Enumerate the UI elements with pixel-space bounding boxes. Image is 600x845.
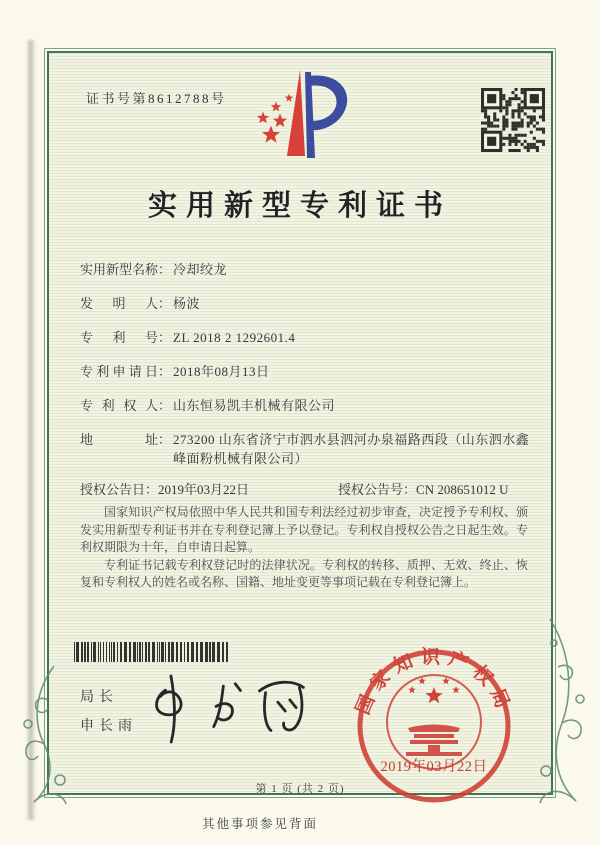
field-value: 273200 山东省济宁市泗水县泗河办泉福路西段（山东泗水鑫峰面粉机械有限公司） [173, 432, 530, 466]
qr-code [481, 88, 545, 152]
grant-date-value: 2019年03月22日 [158, 482, 250, 497]
seal-date: 2019年03月22日 [380, 759, 488, 775]
grant-date [80, 479, 338, 498]
field-row [80, 396, 532, 415]
legal-text [80, 504, 528, 592]
seal-text: 国家知识产权局 [352, 647, 516, 718]
logo-p-bowl [308, 75, 347, 130]
field-colon: ： [158, 364, 172, 379]
field-row [80, 294, 532, 313]
seal-emblem-stars [408, 677, 460, 703]
field-label: 发明人 [80, 296, 158, 311]
certificate-number: 证书号第8612788号 [86, 91, 227, 106]
grant-no-colon: ： [403, 482, 417, 497]
grant-date-colon: ： [145, 482, 159, 497]
field-colon: ： [158, 330, 172, 345]
barcode [74, 642, 232, 662]
scan-spine-shadow [26, 40, 36, 820]
field-colon: ： [158, 262, 172, 277]
field-colon: ： [158, 296, 172, 311]
field-row [80, 362, 532, 381]
field-colon: ： [158, 432, 172, 447]
field-row [80, 430, 532, 468]
grant-no-value: CN 208651012 U [416, 482, 509, 497]
director-name: 申长雨 [80, 719, 137, 734]
grant-no-label: 授权公告号 [338, 482, 404, 497]
field-row [80, 260, 532, 279]
grant-number [338, 479, 508, 498]
certificate-title: 实用新型专利证书 [147, 190, 452, 222]
field-value: 冷却绞龙 [173, 262, 228, 277]
cnipa-patent-logo-icon [243, 58, 365, 166]
field-value: 杨波 [173, 296, 201, 311]
grant-date-label: 授权公告日 [80, 482, 146, 497]
field-label: 实用新型名称 [80, 262, 159, 277]
field-value: ZL 2018 2 1292601.4 [173, 330, 296, 345]
field-label: 专利权人 [80, 398, 158, 413]
seal-emblem-gate [406, 725, 462, 757]
logo-red-tower [287, 70, 305, 156]
legal-paragraph: 专利证书记载专利权登记时的法律状况。专利权的转移、质押、无效、终止、恢复和专利权人的姓名或名称、国籍、地址变更等事项记载在专利登记簿上。 [80, 557, 528, 589]
field-label: 地址 [80, 432, 158, 447]
field-label: 专利申请日 [80, 364, 158, 379]
fields-list [80, 260, 532, 483]
field-value: 2018年08月13日 [173, 364, 270, 379]
field-value: 山东恒易凯丰机械有限公司 [173, 398, 336, 413]
field-label: 专利号 [80, 330, 158, 345]
page-number: 第 1 页 (共 2 页) [255, 783, 345, 795]
field-row [80, 328, 532, 347]
field-colon: ： [158, 398, 172, 413]
director-title: 局长 [80, 690, 118, 705]
logo-stars [257, 94, 294, 143]
signature-handwriting [131, 661, 326, 752]
footer-note: 其他事项参见背面 [201, 817, 318, 831]
grant-row [80, 479, 540, 498]
legal-paragraph: 国家知识产权局依照中华人民共和国专利法经过初步审查，决定授予专利权、颁发实用新型专利证书并在专利登记簿上予以登记。专利权自授权公告之日起生效。专利权期限为十年，自申请日起算。 [80, 505, 528, 554]
